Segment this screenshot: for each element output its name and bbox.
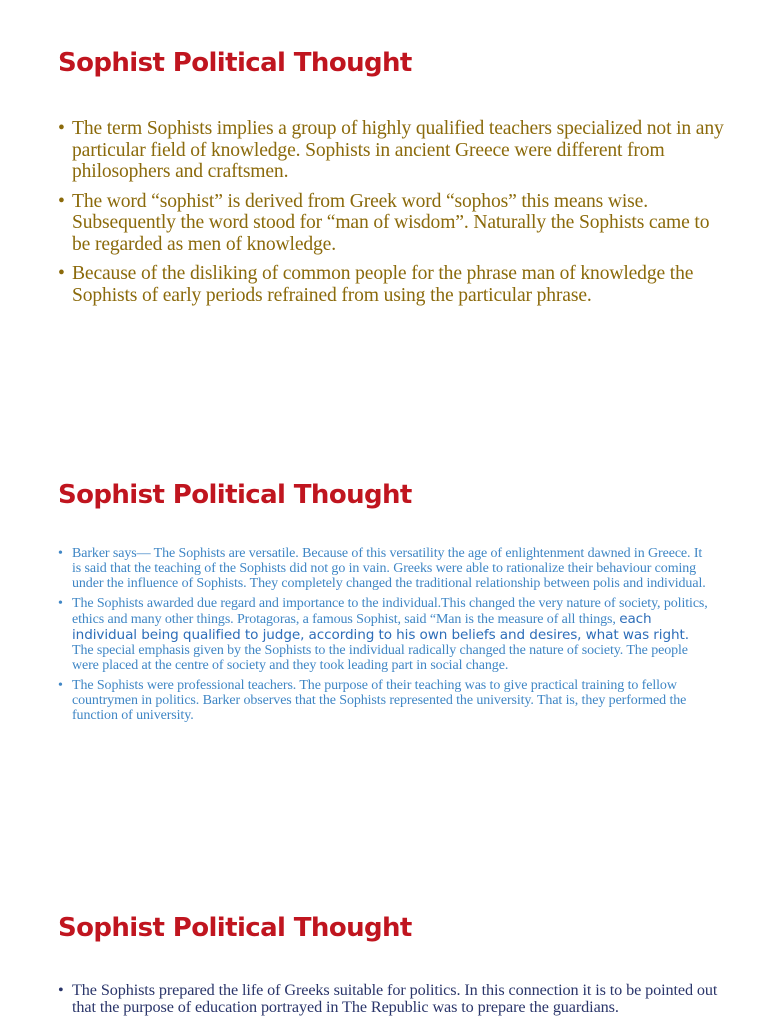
bullet-text: The word “sophist” is derived from Greek word “sophos” this means wise. Subsequently the word stood for “man of wisdom”. Naturally the Sophists came to be regarded as men of knowledge.: [72, 190, 710, 255]
list-item: [58, 547, 708, 591]
bullet-icon: •: [58, 981, 64, 999]
slide-3-bullet-list: [58, 982, 718, 1016]
bullet-text: The Sophists were professional teachers. The purpose of their teaching was to give practical training to fellow countrymen in politics. Barker observes that the Sophists represented the university. That is, they performed the function of university.: [72, 678, 687, 723]
bullet-text: The Sophists awarded due regard and importance to the individual.This changed the very nature of society, politics, ethics and many other things. Protagoras, a famous Sophist, said “Man is the measure of all things,: [72, 596, 708, 628]
slide-1-title: Sophist Political Thought: [58, 48, 412, 78]
slide-2-title: Sophist Political Thought: [58, 480, 412, 510]
list-item: [58, 118, 728, 183]
bullet-icon: •: [58, 190, 65, 212]
list-item: [58, 263, 728, 306]
bullet-icon: •: [58, 263, 65, 284]
bullet-icon: •: [58, 678, 63, 694]
bullet-icon: •: [58, 546, 63, 561]
bullet-icon: •: [58, 118, 65, 139]
emphasized-quote: each individual being qualified to judge, according to his own beliefs and desires, what was right.: [72, 611, 689, 643]
list-item: [58, 191, 728, 256]
bullet-text: The Sophists prepared the life of Greeks suitable for politics. In this connection it is to be pointed out that the purpose of education portrayed in The Republic was to prepare the guardians.: [72, 981, 718, 1016]
bullet-icon: •: [58, 596, 63, 612]
bullet-text: The special emphasis given by the Sophists to the individual radically changed the nature of society. The people were placed at the centre of society and they took leading part in social change.: [72, 642, 688, 673]
list-item: [58, 597, 708, 673]
list-item: [58, 679, 708, 723]
list-item: [58, 982, 718, 1016]
bullet-text: Barker says— The Sophists are versatile. Because of this versatility the age of enlightenment dawned in Greece. It is said that the teaching of the Sophists did not go in vain. Greeks were able to rationalize their behaviour coming under the influence of Sophists. They completely changed the traditional relationship between polis and individual.: [72, 546, 706, 591]
bullet-text: Because of the disliking of common people for the phrase man of knowledge the Sophists of early periods refrained from using the particular phrase.: [72, 263, 694, 306]
slide-3-title: Sophist Political Thought: [58, 913, 412, 943]
slide-2-bullet-list: [58, 547, 708, 730]
bullet-text: The term Sophists implies a group of highly qualified teachers specialized not in any particular field of knowledge. Sophists in ancient Greece were different from philosophers and craftsmen.: [72, 118, 724, 182]
slide-1-bullet-list: [58, 118, 728, 314]
